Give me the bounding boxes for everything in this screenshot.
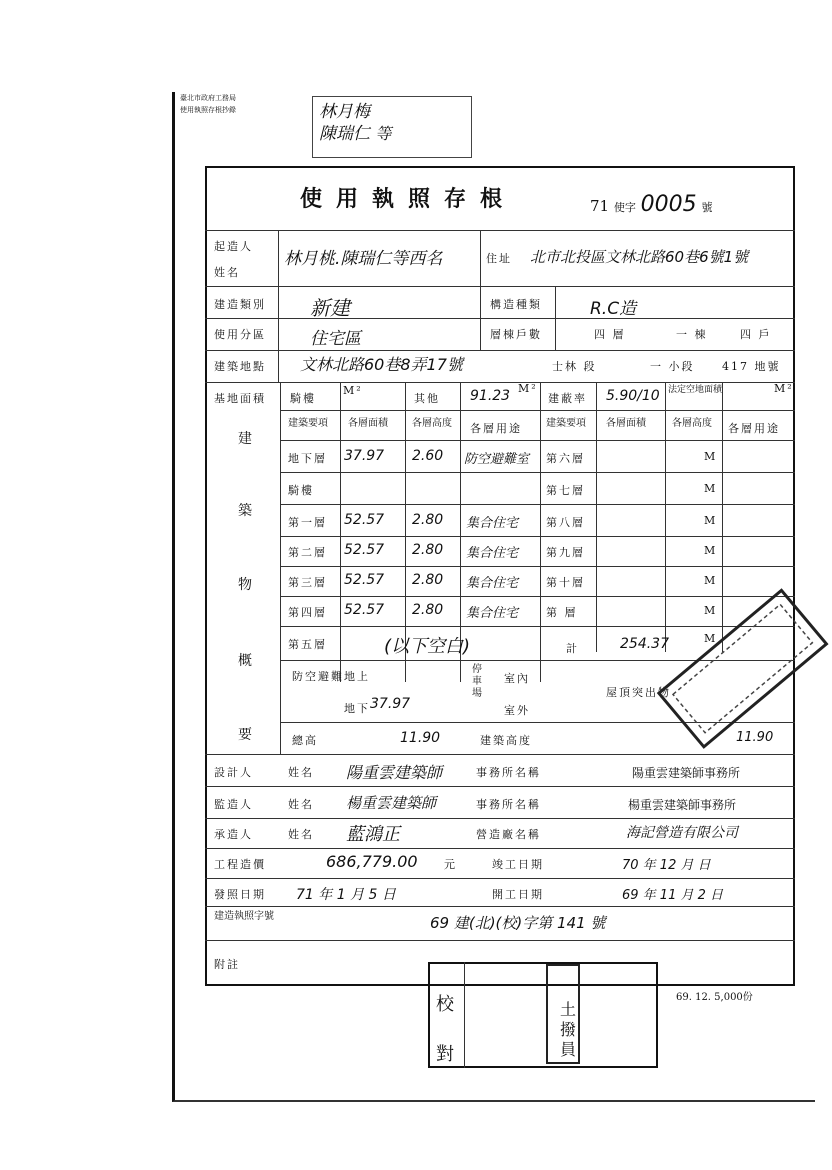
check-label: 對 — [436, 1044, 454, 1065]
category-value: 新建 — [310, 296, 350, 320]
site-address: 文林北路60巷8弄17號 — [300, 355, 463, 374]
seal-text: 土撥員 — [560, 1000, 577, 1059]
side-label: 要 — [238, 727, 252, 743]
unit-label: M² — [343, 384, 363, 397]
buildings-value: 一 棟 — [676, 328, 708, 341]
contractor-name: 藍鴻正 — [346, 824, 400, 845]
designer-office: 陽重雲建築師事務所 — [632, 766, 741, 780]
applicant-name: 林月梅 — [319, 102, 370, 122]
total-label: 計 — [566, 642, 579, 655]
floors-value: 四 層 — [594, 328, 626, 341]
supervisor-name: 楊重雲建築師 — [346, 794, 437, 812]
coverage-label: 建蔽率 — [548, 392, 587, 405]
right-floor-label: 第九層 — [546, 546, 585, 559]
applicant-note: 等 — [375, 124, 392, 143]
below-value: 37.97 — [370, 696, 411, 712]
outdoor-label: 室外 — [504, 704, 530, 717]
check-stamp-box — [428, 962, 658, 1068]
stamp-line: 臺北市政府工務局 — [180, 94, 236, 102]
contractor-company: 海記營造有限公司 — [626, 825, 738, 841]
right-floor-label: 第七層 — [546, 484, 585, 497]
height-value: 11.90 — [400, 730, 441, 746]
contractor-label: 承造人 — [214, 828, 253, 841]
floors-label: 層棟戶數 — [490, 328, 542, 341]
permit-number-value: 69 建(北)(校)字第 141 號 — [430, 914, 606, 932]
site-label: 建築地點 — [214, 360, 266, 373]
arcade-label: 騎樓 — [290, 392, 316, 405]
site-section: 士林 段 — [552, 360, 597, 373]
indoor-label: 室內 — [504, 672, 530, 685]
right-floor-label: 第 層 — [546, 606, 578, 619]
name-label: 姓名 — [214, 266, 240, 279]
start-date: 69 年 11 月 2 日 — [622, 888, 724, 903]
site-subsection: 一 小段 — [650, 360, 695, 373]
households-value: 四 戶 — [740, 328, 772, 341]
owner-name: 林月桃.陳瑞仁等西名 — [284, 249, 443, 269]
parking-label: 停車場 — [472, 664, 482, 699]
shelter-label: 防空避難 — [292, 670, 344, 683]
coverage-value: 5.90/10 — [606, 388, 660, 404]
cost-label: 工程造價 — [214, 858, 266, 871]
completion-label: 竣工日期 — [492, 858, 544, 871]
completion-date: 70 年 12 月 日 — [622, 858, 711, 873]
supervisor-office: 楊重雲建築師事務所 — [628, 798, 737, 812]
zone-label: 使用分區 — [214, 328, 266, 341]
rule — [205, 230, 795, 231]
other-value: 91.23 — [470, 388, 511, 404]
floor-row: 騎樓 — [288, 484, 314, 497]
applicant-name: 陳瑞仁 — [319, 124, 370, 144]
designer-label: 設計人 — [214, 766, 253, 779]
form-title: 使用執照存根 — [300, 186, 517, 212]
cost-value: 686,779.00 — [326, 852, 418, 871]
total-value: 254.37 — [620, 636, 669, 652]
below-label: 地下 — [344, 702, 370, 715]
header-item: 建築要項 — [288, 418, 328, 429]
structure-value: R.C造 — [590, 299, 637, 319]
roof-label: 屋頂突出物 — [606, 686, 671, 699]
right-floor-label: 第六層 — [546, 452, 585, 465]
permit-number: 71 使字 0005 號 — [590, 192, 713, 217]
start-label: 開工日期 — [492, 888, 544, 901]
header-height: 各層高度 — [412, 418, 452, 429]
owner-label: 起造人 — [214, 240, 253, 253]
building-height-label: 建築高度 — [480, 734, 532, 747]
note-label: 附註 — [214, 958, 240, 971]
side-label: 概 — [238, 653, 252, 669]
right-floor-label: 第八層 — [546, 516, 585, 529]
base-area-label: 基地面積 — [214, 392, 266, 405]
check-label: 校 — [436, 994, 454, 1015]
issue-label: 發照日期 — [214, 888, 266, 901]
side-label: 物 — [238, 577, 252, 593]
header-area: 各層面積 — [348, 418, 388, 429]
top-stamp — [180, 92, 280, 130]
supervisor-label: 監造人 — [214, 798, 253, 811]
designer-name: 陽重雲建築師 — [346, 763, 443, 782]
seal-stamp-graphic — [640, 570, 830, 780]
above-label: 地上 — [344, 670, 370, 683]
side-label: 建 — [238, 431, 252, 447]
owner-address: 北市北投區文林北路60巷6號1號 — [530, 248, 749, 266]
category-label: 建造類別 — [214, 298, 266, 311]
applicant-names-box — [312, 96, 472, 158]
print-code: 69. 12. 5,000份 — [676, 992, 753, 1003]
side-label: 築 — [238, 503, 252, 519]
seal-frame — [546, 964, 580, 1064]
stamp-line: 使用執照存根抄錄 — [180, 106, 236, 114]
building-height-value: 11.90 — [736, 730, 774, 745]
site-lot: 417 地號 — [722, 360, 781, 373]
height-label: 總高 — [292, 734, 318, 747]
structure-label: 構造種類 — [490, 298, 542, 311]
issue-date: 71 年 1 月 5 日 — [296, 887, 396, 903]
right-floor-label: 第十層 — [546, 576, 585, 589]
header-use: 各層用途 — [470, 422, 522, 435]
address-label: 住址 — [486, 252, 512, 265]
other-label: 其他 — [414, 392, 440, 405]
permit-label: 建造執照字號 — [214, 911, 274, 922]
zone-value: 住宅區 — [310, 329, 361, 349]
open-space-label: 法定空地面積 — [668, 385, 723, 395]
